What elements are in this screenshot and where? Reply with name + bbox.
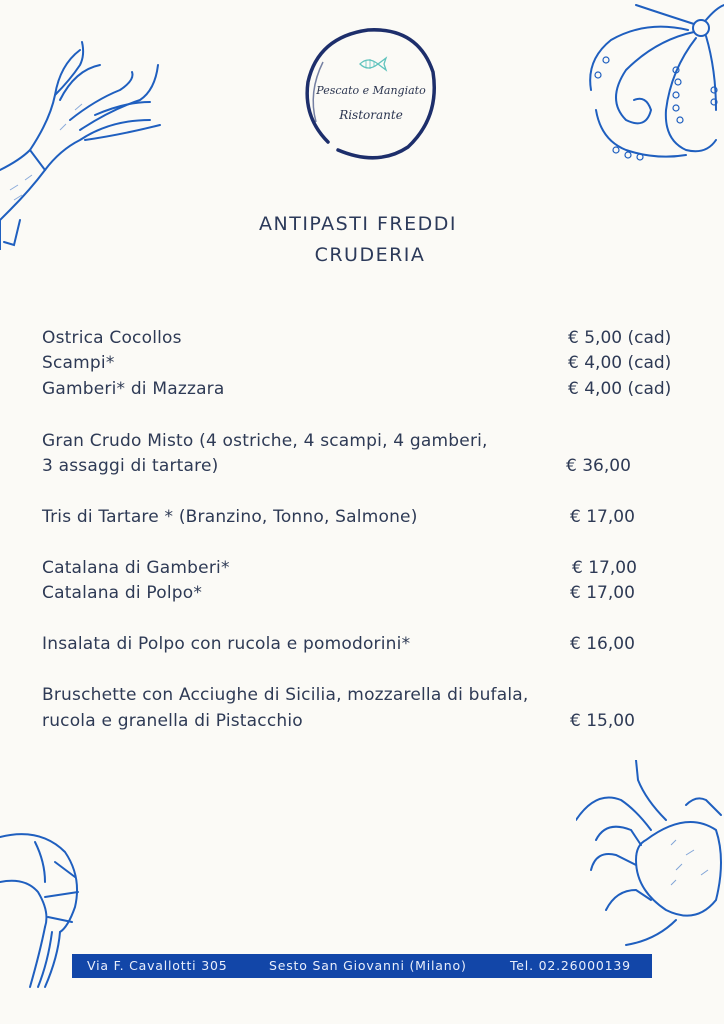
footer-address: Via F. Cavallotti 305 bbox=[87, 958, 228, 973]
restaurant-logo bbox=[298, 22, 444, 164]
menu-item-price: € 17,00 bbox=[570, 507, 635, 527]
section-title: ANTIPASTI FREDDI bbox=[259, 213, 457, 235]
logo-name: Pescato e Mangiato bbox=[316, 84, 426, 97]
menu-item-price: € 17,00 bbox=[570, 583, 635, 603]
menu-item-name: Catalana di Polpo* bbox=[42, 583, 203, 603]
menu-item-price: € 4,00 (cad) bbox=[568, 353, 672, 373]
menu-item-price: € 4,00 (cad) bbox=[568, 379, 672, 399]
fish-icon bbox=[358, 55, 388, 73]
menu-item-name: Gran Crudo Misto (4 ostriche, 4 scampi, 4 gamberi, bbox=[42, 431, 488, 451]
crab-illustration bbox=[576, 760, 724, 960]
menu-item-name: Scampi* bbox=[42, 353, 115, 373]
section-subtitle: CRUDERIA bbox=[314, 244, 426, 266]
menu-item-name: Catalana di Gamberi* bbox=[42, 558, 230, 578]
octopus-illustration bbox=[576, 0, 724, 165]
logo-subtitle: Ristorante bbox=[339, 108, 403, 122]
menu-item-price: € 36,00 bbox=[566, 456, 631, 476]
menu-item-name: Gamberi* di Mazzara bbox=[42, 379, 225, 399]
menu-item-name-cont: rucola e granella di Pistacchio bbox=[42, 711, 303, 731]
menu-item-name-cont: 3 assaggi di tartare) bbox=[42, 456, 219, 476]
menu-item-name: Ostrica Cocollos bbox=[42, 328, 182, 348]
footer-phone: Tel. 02.26000139 bbox=[510, 958, 631, 973]
menu-item-price: € 15,00 bbox=[570, 711, 635, 731]
menu-item-name: Tris di Tartare * (Branzino, Tonno, Salmone) bbox=[42, 507, 418, 527]
menu-item-price: € 16,00 bbox=[570, 634, 635, 654]
menu-item-price: € 17,00 bbox=[572, 558, 637, 578]
footer-contact-bar bbox=[72, 954, 652, 978]
menu-item-name: Insalata di Polpo con rucola e pomodorini* bbox=[42, 634, 411, 654]
menu-item-name: Bruschette con Acciughe di Sicilia, mozzarella di bufala, bbox=[42, 685, 529, 705]
menu-item-price: € 5,00 (cad) bbox=[568, 328, 672, 348]
footer-city: Sesto San Giovanni (Milano) bbox=[269, 958, 467, 973]
